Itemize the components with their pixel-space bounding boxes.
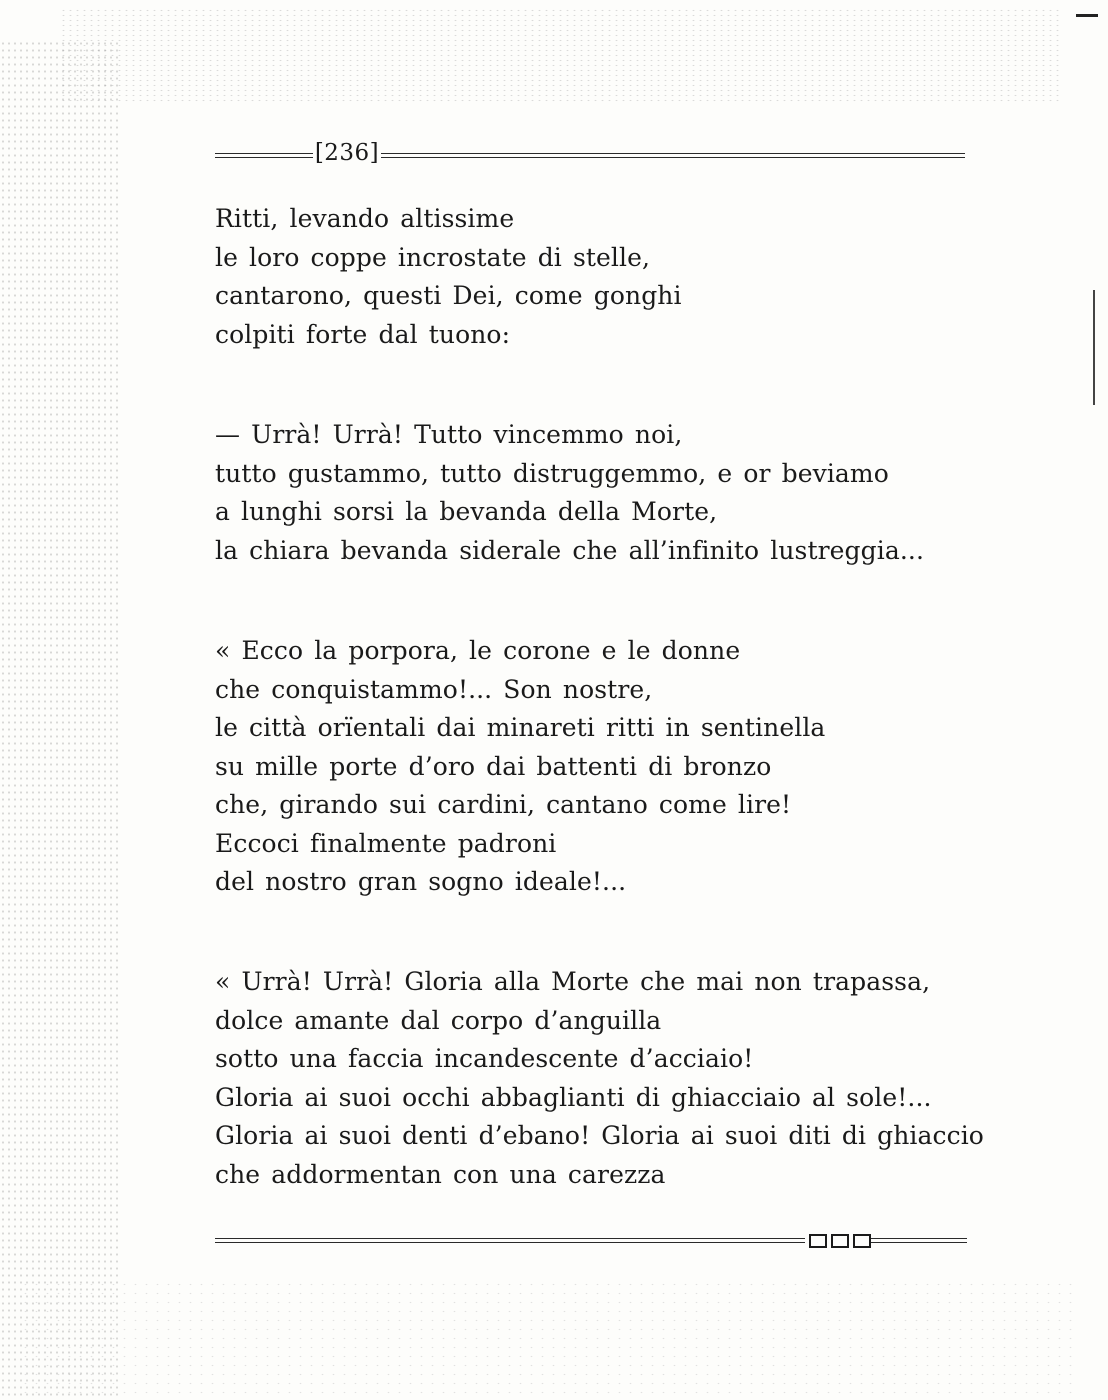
triple-box-ornament-icon [809, 1234, 871, 1248]
poem-line: tutto gustammo, tutto distruggemmo, e or beviamo [215, 458, 889, 488]
poem-line: su mille porte d’oro dai battenti di bronzo [215, 751, 772, 781]
poem-line: Gloria ai suoi occhi abbaglianti di ghiacciaio al sole!... [215, 1082, 932, 1112]
poem-line: Eccoci finalmente padroni [215, 828, 557, 858]
ornament-box [831, 1234, 849, 1248]
stanza [215, 632, 825, 902]
poem-line: le loro coppe incrostate di stelle, [215, 242, 651, 272]
poem-line: che, girando sui cardini, cantano come lire! [215, 790, 792, 819]
scan-edge-mark [1076, 14, 1098, 17]
scan-noise-left [0, 40, 120, 1400]
poem-line: « Ecco la porpora, le corone e le donne [215, 636, 741, 665]
stanza [215, 416, 924, 570]
poem-line: — Urrà! Urrà! Tutto vincemmo noi, [215, 420, 683, 449]
poem-line: Ritti, levando altissime [215, 204, 515, 233]
page-footer [215, 1232, 967, 1252]
poem-line: le città orïentali dai minareti ritti in sentinella [215, 713, 826, 742]
scan-noise-top [60, 8, 1060, 103]
poem-line: la chiara bevanda siderale che all’infinito lustreggia... [215, 535, 924, 565]
poem-line: dolce amante dal corpo d’anguilla [215, 1005, 662, 1035]
poem-line: a lunghi sorsi la bevanda della Morte, [215, 497, 718, 526]
page-number: [236] [314, 140, 380, 166]
poem-line: del nostro gran sogno ideale!... [215, 867, 627, 896]
stanza [215, 200, 682, 354]
ornament-box [809, 1234, 827, 1248]
poem-line: che conquistammo!... Son nostre, [215, 674, 653, 704]
scan-edge-mark [1093, 290, 1095, 405]
scan-noise-bottom [20, 1280, 1080, 1400]
poem-line: sotto una faccia incandescente d’acciaio! [215, 1044, 754, 1073]
poem-line: che addormentan con una carezza [215, 1159, 666, 1189]
header-rule-right [381, 153, 965, 158]
stanza [215, 963, 984, 1194]
poem-line: Gloria ai suoi denti d’ebano! Gloria ai suoi diti di ghiaccio [215, 1121, 984, 1150]
footer-rule-right [871, 1238, 967, 1243]
footer-rule-left [215, 1238, 805, 1243]
header-rule-left [215, 153, 313, 158]
poem-line: « Urrà! Urrà! Gloria alla Morte che mai non trapassa, [215, 967, 931, 996]
poem-line: cantarono, questi Dei, come gonghi [215, 281, 682, 310]
ornament-box [853, 1234, 871, 1248]
page-header [215, 138, 965, 174]
poem-line: colpiti forte dal tuono: [215, 319, 511, 349]
